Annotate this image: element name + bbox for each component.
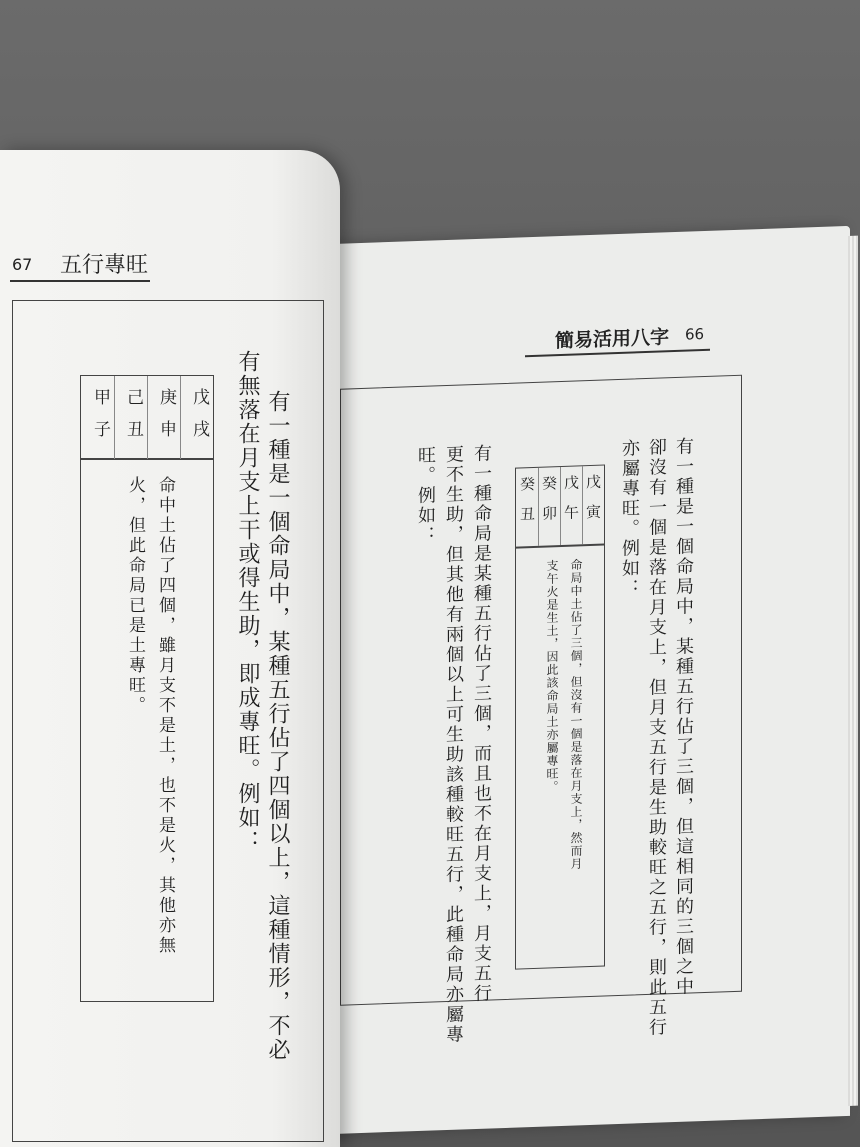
right-page-number: 66 bbox=[685, 325, 705, 344]
left-pillar-stem-2: 庚 bbox=[156, 388, 176, 407]
left-chart-note-2: 火，但此命局已是土專旺。 bbox=[125, 476, 145, 716]
left-pillar-branch-4: 子 bbox=[90, 420, 110, 439]
left-chart-note-1: 命中土佔了四個，雖月支不是土，也不是火，其他亦無 bbox=[155, 476, 175, 956]
left-header-title: 五行專旺 bbox=[60, 253, 149, 278]
left-pillar-branch-1: 戌 bbox=[189, 420, 209, 439]
right-intro-col-2: 卻沒有一個是落在月支上，但月支五行是生助較旺之五行，則此五行 bbox=[646, 437, 667, 1039]
left-pillar-branch-3: 丑 bbox=[123, 420, 143, 439]
page-edge bbox=[848, 236, 858, 1106]
right-second-col-3: 旺。例如： bbox=[415, 445, 436, 547]
left-pillar-stem-1: 戊 bbox=[189, 388, 209, 407]
right-intro-col-3: 亦屬專旺。例如： bbox=[619, 438, 640, 599]
left-page bbox=[0, 150, 340, 1147]
left-bazi-chart bbox=[80, 375, 214, 1002]
right-second-col-2: 更不生助，但其他有兩個以上可生助該種較旺五行，此種命局亦屬專 bbox=[443, 444, 464, 1046]
right-chart-note-1: 命局中土佔了三個，但沒有一個是落在月支上，然而月 bbox=[569, 558, 583, 871]
left-intro-col-1: 有一種是一個命局中，某種五行佔了四個以上，這種情形，不必 bbox=[265, 390, 290, 1062]
right-pillar-branch-4: 丑 bbox=[518, 505, 536, 524]
right-pillar-stem-4: 癸 bbox=[518, 475, 536, 494]
right-header-title: 簡易活用八字 bbox=[555, 326, 670, 353]
right-pillar-stem-1: 戊 bbox=[584, 473, 602, 492]
header-rule bbox=[10, 280, 150, 282]
right-pillar-stem-3: 癸 bbox=[540, 475, 558, 493]
left-pillar-stem-4: 甲 bbox=[90, 388, 110, 407]
left-page-number: 67 bbox=[12, 255, 33, 274]
right-pillar-branch-1: 寅 bbox=[584, 503, 602, 522]
right-page bbox=[330, 226, 850, 1134]
right-chart-note-2: 支午火是生土，因此該命局土亦屬專旺。 bbox=[545, 559, 559, 794]
right-second-col-1: 有一種命局是某種五行佔了三個，而且也不在月支上，月支五行 bbox=[471, 443, 492, 1005]
left-pillar-stem-3: 己 bbox=[123, 388, 143, 407]
left-intro-col-2: 有無落在月支上干或得生助，即成專旺。例如： bbox=[235, 350, 260, 854]
left-pillar-branch-2: 申 bbox=[156, 420, 176, 439]
right-intro-col-1: 有一種是一個命局中，某種五行佔了三個，但這相同的三個之中 bbox=[673, 436, 694, 998]
right-bazi-chart bbox=[515, 464, 605, 969]
right-pillar-stem-2: 戊 bbox=[562, 474, 580, 492]
right-pillar-branch-3: 卯 bbox=[540, 505, 558, 523]
right-pillar-branch-2: 午 bbox=[562, 504, 580, 522]
